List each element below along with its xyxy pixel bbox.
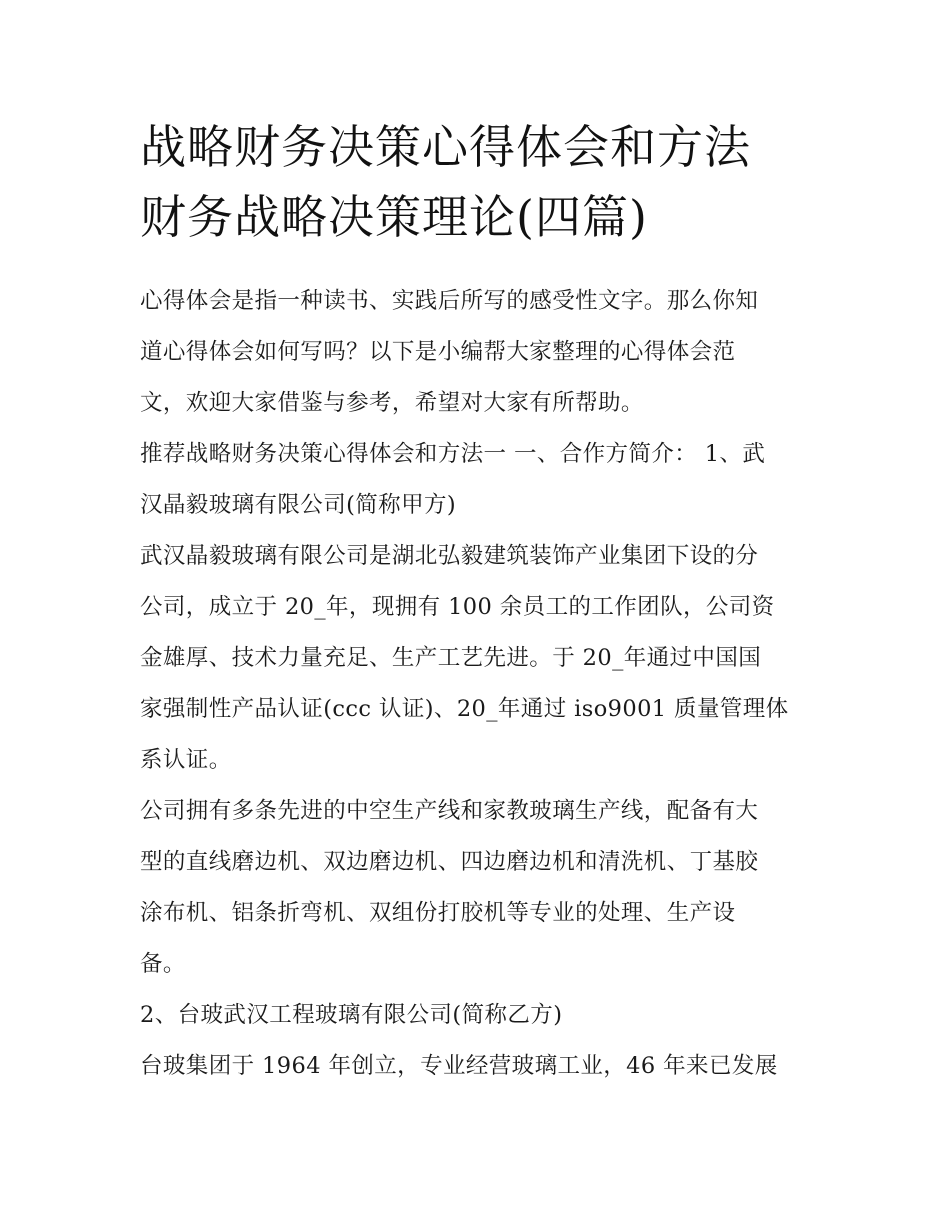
paragraph-line: 台玻集团于 1964 年创立，专业经营玻璃工业，46 年来已发展 [140, 1053, 778, 1079]
paragraph-partner-intro [140, 429, 820, 531]
paragraph-line: 文，欢迎大家借鉴与参考，希望对大家有所帮助。 [140, 390, 644, 416]
title-line: 财务战略决策理论(四篇) [140, 190, 648, 244]
paragraph-line: 公司拥有多条先进的中空生产线和家教玻璃生产线，配备有大 [140, 798, 759, 824]
paragraph-company-b [140, 1041, 820, 1092]
paragraph-line: 汉晶毅玻璃有限公司(简称甲方) [140, 492, 457, 518]
paragraph-line: 涂布机、铝条折弯机、双组份打胶机等专业的处理、生产设 [140, 900, 736, 926]
document-title [140, 112, 820, 252]
paragraph-intro [140, 276, 820, 429]
paragraph-line: 系认证。 [140, 747, 232, 773]
title-line: 战略财务决策心得体会和方法 [140, 120, 751, 174]
paragraph-line: 金雄厚、技术力量充足、生产工艺先进。于 20_年通过中国国 [140, 645, 762, 671]
paragraph-line: 心得体会是指一种读书、实践后所写的感受性文字。那么你知 [140, 288, 759, 314]
document-page [140, 112, 820, 1092]
paragraph-line: 2、台玻武汉工程玻璃有限公司(简称乙方) [140, 1002, 563, 1028]
paragraph-line: 武汉晶毅玻璃有限公司是湖北弘毅建筑装饰产业集团下设的分 [140, 543, 759, 569]
paragraph-line: 型的直线磨边机、双边磨边机、四边磨边机和清洗机、丁基胶 [140, 849, 759, 875]
paragraph-line: 备。 [140, 951, 186, 977]
paragraph-line: 家强制性产品认证(ccc 认证)、20_年通过 iso9001 质量管理体 [140, 696, 789, 722]
paragraph-company-a [140, 531, 820, 786]
paragraph-line: 推荐战略财务决策心得体会和方法一 一、合作方简介： 1、武 [140, 441, 766, 467]
paragraph-line: 道心得体会如何写吗？以下是小编帮大家整理的心得体会范 [140, 339, 736, 365]
paragraph-line: 公司，成立于 20_年，现拥有 100 余员工的工作团队，公司资 [140, 594, 775, 620]
paragraph-company-b-heading [140, 990, 820, 1041]
paragraph-equipment [140, 786, 820, 990]
